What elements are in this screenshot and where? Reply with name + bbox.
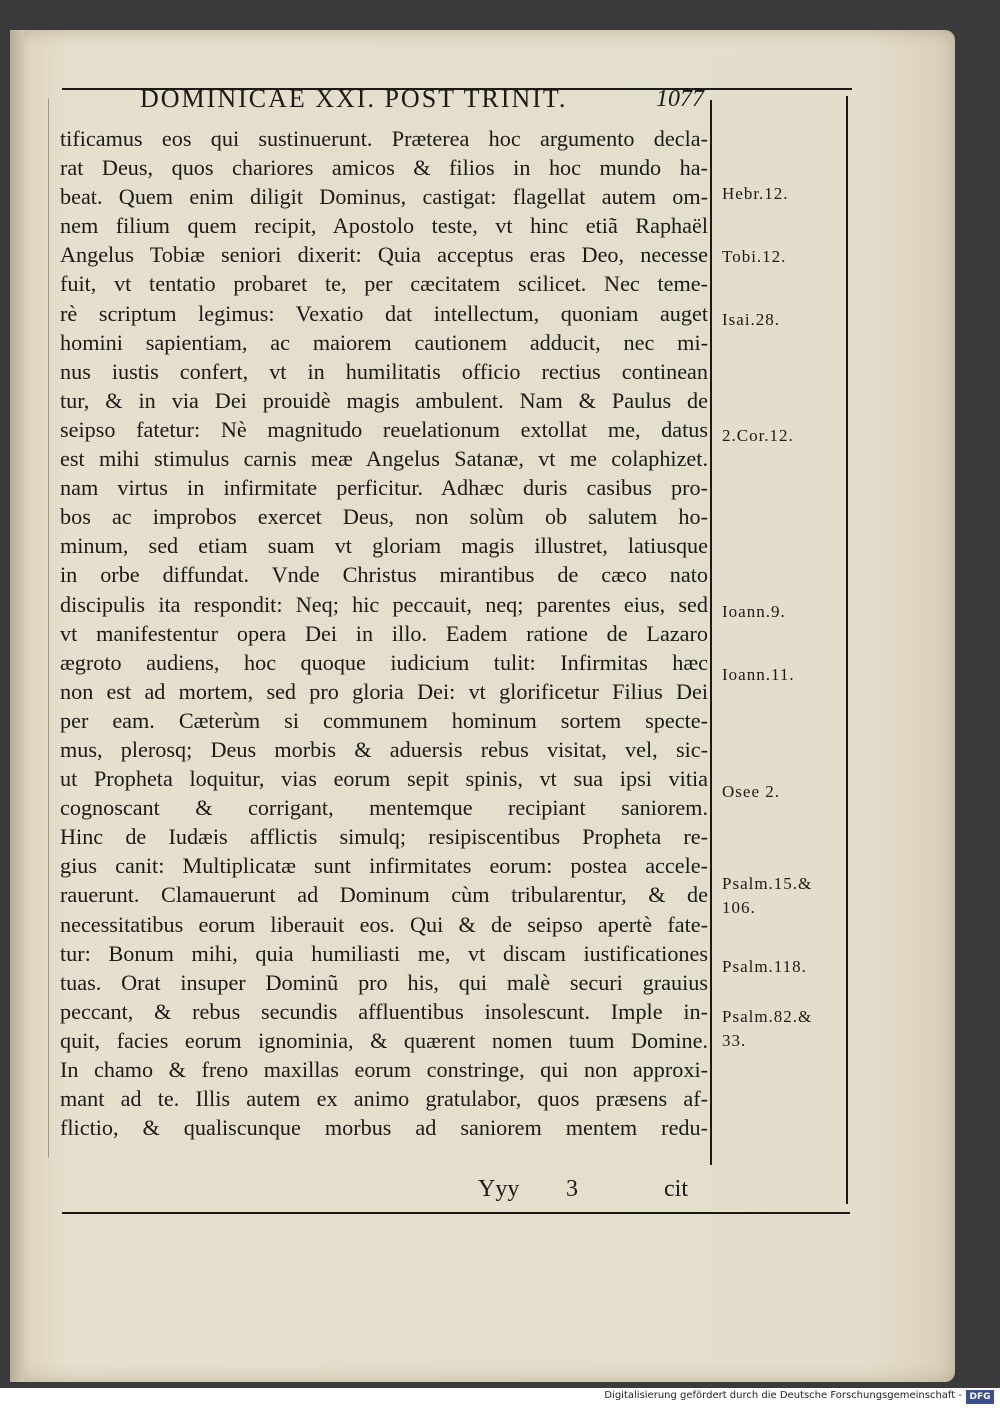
text-line: per eam. Cæterùm si communem hominum sortem specte- (60, 707, 708, 733)
dfg-logo: DFG (966, 1390, 994, 1404)
signature-number: 3 (566, 1176, 578, 1202)
page-number: 1077 (656, 86, 704, 112)
margin-note-ioann-11: Ioann.11. (722, 665, 795, 684)
text-line: minum, sed etiam suam vt gloriam magis illustret, latiusque (60, 533, 708, 559)
running-head-title: DOMINICAE XXI. POST TRINIT. (140, 84, 568, 113)
text-line: seipso fatetur: Nè magnitudo reuelationum extollat me, datus (60, 416, 708, 442)
text-line: necessitatibus eorum liberauit eos. Qui & de seipso apertè fate- (60, 911, 708, 937)
right-border-rule (846, 96, 848, 1204)
text-line: homini sapientiam, ac maiorem cautionem adducit, nec mi- (60, 329, 708, 355)
text-line: vt manifestentur opera Dei in illo. Eadem ratione de Lazaro (60, 620, 708, 646)
text-line: cognoscant & corrigant, mentemque recipiant saniorem. (60, 795, 708, 821)
margin-note-psalm-82-line1: Psalm.82.& (722, 1007, 813, 1026)
left-border-rule (48, 98, 49, 1158)
text-line: flictio, & qualiscunque morbus ad saniorem mentem redu- (60, 1115, 708, 1141)
margin-note-hebr: Hebr.12. (722, 184, 789, 203)
body-text (60, 124, 708, 1142)
text-line: mant ad te. Illis autem ex animo gratulabor, quos præsens af- (60, 1086, 708, 1112)
text-line: rat Deus, quos chariores amicos & filios in hoc mundo ha- (60, 155, 708, 181)
margin-note-psalm-15-line2: 106. (722, 898, 756, 917)
margin-note-psalm-15 (722, 872, 812, 920)
text-line: non est ad mortem, sed pro gloria Dei: vt glorificetur Filius Dei (60, 678, 708, 704)
text-line: tur, & in via Dei prouidè magis ambulent. Nam & Paulus de (60, 387, 708, 413)
margin-note-psalm-82 (722, 1005, 812, 1053)
text-line: rè scriptum legimus: Vexatio dat intellectum, quoniam auget (60, 300, 708, 326)
signature-mark: Yyy (478, 1176, 520, 1202)
text-line: Angelus Tobiæ seniori dixerit: Quia acceptus eras Deo, necesse (60, 242, 708, 268)
text-line: nus iustis confert, vt in humilitatis officio rectius continean (60, 358, 708, 384)
margin-note-cor: 2.Cor.12. (722, 426, 794, 445)
text-line: peccant, & rebus secundis affluentibus insolescunt. Imple in- (60, 998, 708, 1024)
text-line: quit, facies eorum ignominia, & quærent nomen tuum Domine. (60, 1027, 708, 1053)
text-line: tur: Bonum mihi, quia humiliasti me, vt discam iustificationes (60, 940, 708, 966)
text-line: in orbe diffundat. Vnde Christus mirantibus de cæco nato (60, 562, 708, 588)
catchword: cit (664, 1176, 688, 1202)
margin-note-isai: Isai.28. (722, 310, 781, 329)
text-line: ut Propheta loquitur, vias eorum sepit spinis, vt sua ipsi vitia (60, 766, 708, 792)
margin-note-osee: Osee 2. (722, 782, 780, 801)
text-line: est mihi stimulus carnis meæ Angelus Satanæ, vt me colaphizet. (60, 446, 708, 472)
text-line: nem filium quem recipit, Apostolo teste, vt hinc etiã Raphaël (60, 213, 708, 239)
margin-column-rule (710, 100, 712, 1165)
text-line: discipulis ita respondit: Neq; hic peccauit, neq; parentes eius, sed (60, 591, 708, 617)
margin-note-psalm-118: Psalm.118. (722, 957, 807, 976)
text-line: nam virtus in infirmitate perficitur. Adhæc duris casibus pro- (60, 475, 708, 501)
text-line: rauerunt. Clamauerunt ad Dominum cùm tribularentur, & de (60, 882, 708, 908)
text-line: mus, plerosq; Deus morbis & aduersis rebus visitat, vel, sic- (60, 736, 708, 762)
text-line: gius canit: Multiplicatæ sunt infirmitates eorum: postea accele- (60, 853, 708, 879)
text-line: bos ac improbos exercet Deus, non solùm ob salutem ho- (60, 504, 708, 530)
footer-credit: Digitalisierung gefördert durch die Deutsche Forschungsgemeinschaft - (604, 1390, 962, 1401)
text-line: In chamo & freno maxillas eorum constringe, qui non approxi- (60, 1057, 708, 1082)
text-line: beat. Quem enim diligit Dominus, castigat: flagellat autem om- (60, 184, 708, 210)
binding-edge (10, 30, 24, 1382)
text-line: ægroto audiens, hoc quoque iudicium tulit: Infirmitas hæc (60, 649, 708, 675)
margin-note-ioann-9: Ioann.9. (722, 602, 786, 621)
margin-note-tobi: Tobi.12. (722, 247, 787, 266)
footer-rule (62, 1212, 850, 1214)
text-line: fuit, vt tentatio probaret te, per cæcitatem scilicet. Nec teme- (60, 271, 708, 297)
text-line: tuas. Orat insuper Dominũ pro his, qui malè securi grauius (60, 969, 708, 995)
margin-note-psalm-82-line2: 33. (722, 1031, 747, 1050)
margin-note-psalm-15-line1: Psalm.15.& (722, 874, 813, 893)
text-line: tificamus eos qui sustinuerunt. Præterea hoc argumento decla- (60, 126, 708, 151)
text-line: Hinc de Iudæis afflictis simulq; resipiscentibus Propheta re- (60, 824, 708, 850)
